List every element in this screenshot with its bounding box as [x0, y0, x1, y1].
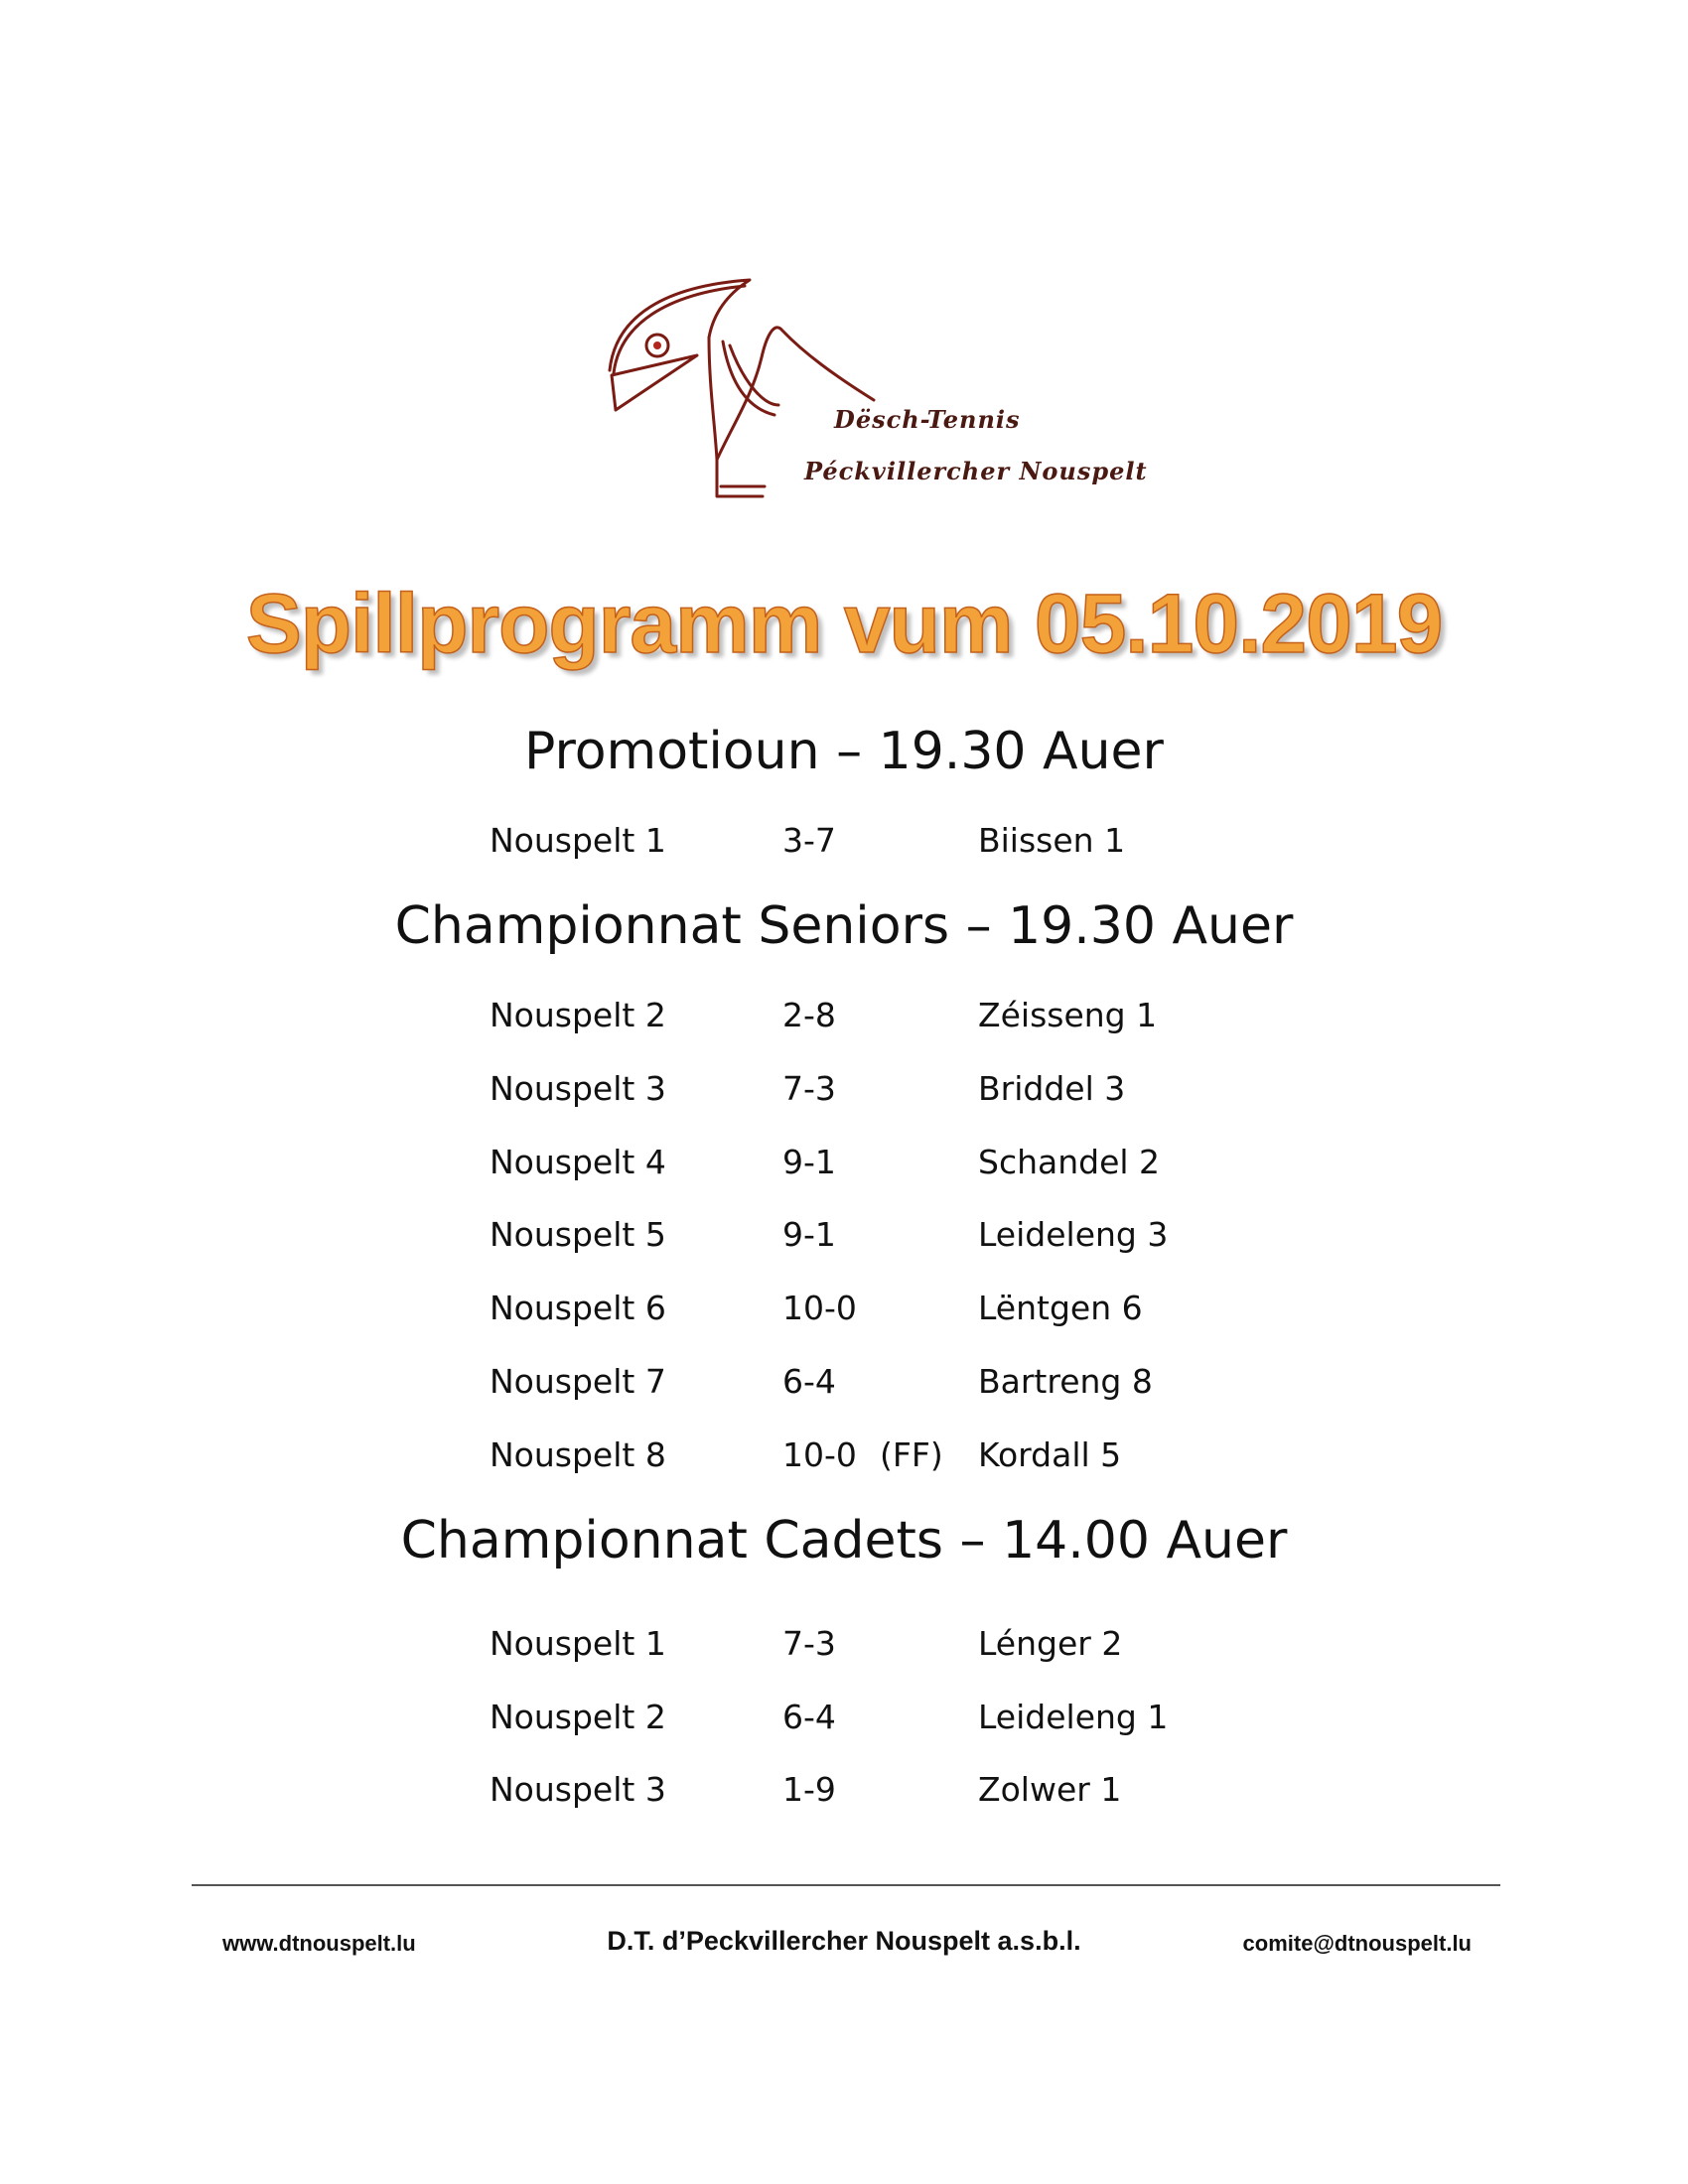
away-team: Kordall 5 [978, 1435, 1122, 1474]
section-heading-promotioun: Promotioun – 19.30 Auer [524, 722, 1164, 781]
match-score: 10-0 [782, 1435, 857, 1474]
home-team: Nouspelt 8 [490, 1435, 666, 1474]
forfeit-note: (FF) [880, 1435, 943, 1474]
footer-divider [192, 1884, 1500, 1886]
match-score: 2-8 [782, 996, 836, 1034]
home-team: Nouspelt 3 [490, 1770, 666, 1809]
match-row [0, 821, 1688, 871]
match-row [0, 1143, 1688, 1192]
away-team: Lénger 2 [978, 1624, 1123, 1663]
match-score: 9-1 [782, 1215, 836, 1254]
section-heading-cadets: Championnat Cadets – 14.00 Auer [400, 1511, 1288, 1570]
match-score: 7-3 [782, 1624, 836, 1663]
match-row [0, 1698, 1688, 1747]
logo-text-line1: Dësch-Tennis [834, 405, 1021, 434]
match-score: 6-4 [782, 1362, 836, 1401]
match-score: 3-7 [782, 821, 836, 860]
home-team: Nouspelt 7 [490, 1362, 666, 1401]
match-row [0, 1362, 1688, 1412]
match-row [0, 1435, 1688, 1485]
away-team: Briddel 3 [978, 1069, 1126, 1108]
footer-email-link[interactable]: comite@dtnouspelt.lu [1242, 1931, 1472, 1956]
match-score: 6-4 [782, 1698, 836, 1736]
home-team: Nouspelt 5 [490, 1215, 666, 1254]
home-team: Nouspelt 1 [490, 821, 666, 860]
match-row [0, 1215, 1688, 1265]
club-logo [606, 276, 1148, 509]
match-row [0, 1624, 1688, 1674]
match-row [0, 1770, 1688, 1820]
away-team: Zéisseng 1 [978, 996, 1158, 1034]
footer-website-link[interactable]: www.dtnouspelt.lu [222, 1931, 416, 1956]
match-score: 9-1 [782, 1143, 836, 1181]
home-team: Nouspelt 2 [490, 996, 666, 1034]
match-row [0, 996, 1688, 1045]
logo-text-line2: Péckvillercher Nouspelt [804, 457, 1148, 485]
away-team: Leideleng 1 [978, 1698, 1169, 1736]
home-team: Nouspelt 3 [490, 1069, 666, 1108]
section-heading-seniors: Championnat Seniors – 19.30 Auer [394, 896, 1294, 956]
away-team: Bartreng 8 [978, 1362, 1153, 1401]
away-team: Schandel 2 [978, 1143, 1161, 1181]
away-team: Leideleng 3 [978, 1215, 1169, 1254]
match-score: 1-9 [782, 1770, 836, 1809]
away-team: Biissen 1 [978, 821, 1126, 860]
page-title: Spillprogramm vum 05.10.2019 [245, 577, 1443, 670]
home-team: Nouspelt 4 [490, 1143, 666, 1181]
match-score: 7-3 [782, 1069, 836, 1108]
home-team: Nouspelt 6 [490, 1289, 666, 1327]
match-score: 10-0 [782, 1289, 857, 1327]
away-team: Zolwer 1 [978, 1770, 1122, 1809]
away-team: Lëntgen 6 [978, 1289, 1143, 1327]
footer-club-name: D.T. d’Peckvillercher Nouspelt a.s.b.l. [607, 1926, 1081, 1956]
home-team: Nouspelt 2 [490, 1698, 666, 1736]
match-row [0, 1289, 1688, 1338]
match-row [0, 1069, 1688, 1119]
home-team: Nouspelt 1 [490, 1624, 666, 1663]
